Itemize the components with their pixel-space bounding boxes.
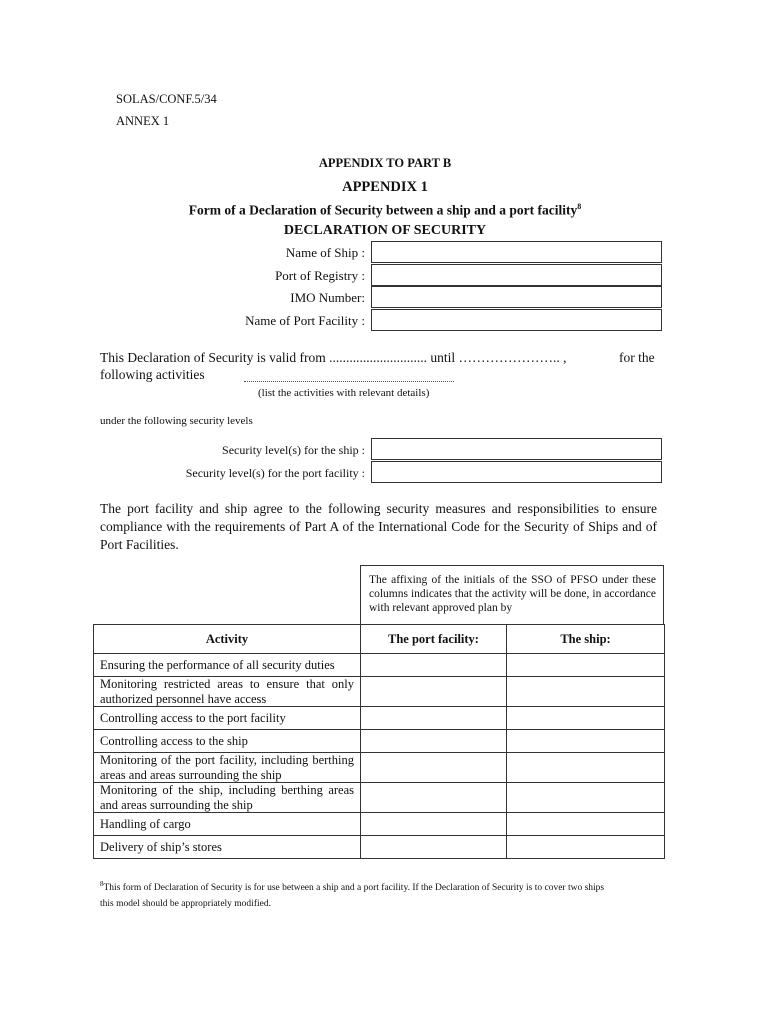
- port-facility-name-label: Name of Port Facility :: [245, 313, 365, 328]
- port-facility-initials-cell[interactable]: [361, 836, 507, 859]
- ship-column-header: The ship:: [507, 625, 665, 654]
- ship-initials-cell[interactable]: [507, 783, 665, 813]
- footnote-line-1: [100, 876, 660, 896]
- port-facility-name-field[interactable]: [371, 309, 662, 331]
- security-levels-intro: under the following security levels: [100, 415, 253, 427]
- form-title-text: Form of a Declaration of Security between a ship and a port facility: [188, 202, 578, 218]
- footnote-marker: 8: [577, 202, 582, 211]
- following-activities-label: following activities: [100, 367, 205, 382]
- activity-table: [93, 624, 665, 859]
- activity-cell: Monitoring of the ship, including berthing areas and areas surrounding the ship: [94, 783, 361, 813]
- port-facility-initials-cell[interactable]: [361, 813, 507, 836]
- port-of-registry-label: Port of Registry :: [275, 268, 365, 283]
- footnote-line-2: this model should be appropriately modified.: [100, 899, 271, 910]
- activity-cell: Ensuring the performance of all security duties: [94, 654, 361, 677]
- activity-cell: Delivery of ship’s stores: [94, 836, 361, 859]
- port-facility-initials-cell[interactable]: [361, 677, 507, 707]
- imo-number-label: IMO Number:: [290, 290, 365, 305]
- table-row: [94, 753, 665, 783]
- table-row: [94, 677, 665, 707]
- footnote: [100, 876, 660, 912]
- ship-initials-cell[interactable]: [507, 707, 665, 730]
- ship-initials-cell[interactable]: [507, 753, 665, 783]
- port-facility-initials-cell[interactable]: [361, 730, 507, 753]
- table-row: [94, 813, 665, 836]
- footnote-mark: 8: [100, 880, 104, 888]
- ship-initials-cell[interactable]: [507, 654, 665, 677]
- activity-cell: Monitoring restricted areas to ensure that only authorized personnel have access: [94, 677, 361, 707]
- activity-cell: Handling of cargo: [94, 813, 361, 836]
- activities-hint: (list the activities with relevant details): [258, 387, 430, 399]
- activities-dotted-line[interactable]: [244, 381, 454, 382]
- table-row: [94, 783, 665, 813]
- table-row: [94, 836, 665, 859]
- ship-initials-cell[interactable]: [507, 813, 665, 836]
- ship-initials-cell[interactable]: [507, 730, 665, 753]
- table-header-row: [94, 625, 665, 654]
- ship-initials-cell[interactable]: [507, 836, 665, 859]
- validity-for-the: for the: [619, 350, 655, 365]
- agreement-paragraph: The port facility and ship agree to the following security measures and responsibilities to ensure compliance with the requirements of Part A of the International Code for the Security of Ships and of Port Facilities.: [100, 501, 657, 552]
- port-facility-initials-cell[interactable]: [361, 783, 507, 813]
- form-title: [0, 202, 770, 219]
- table-row: [94, 654, 665, 677]
- declaration-heading: DECLARATION OF SECURITY: [283, 223, 487, 238]
- activity-cell: Controlling access to the ship: [94, 730, 361, 753]
- port-security-level-field[interactable]: [371, 461, 662, 483]
- port-of-registry-field[interactable]: [371, 264, 662, 286]
- ship-security-level-label: Security level(s) for the ship :: [222, 443, 365, 457]
- port-facility-initials-cell[interactable]: [361, 654, 507, 677]
- table-row: [94, 730, 665, 753]
- validity-line: This Declaration of Security is valid from ............................. until ………………….. ,: [100, 350, 567, 365]
- appendix-to-part-heading: APPENDIX TO PART B: [318, 156, 452, 170]
- port-security-level-label: Security level(s) for the port facility :: [185, 466, 365, 480]
- port-facility-initials-cell[interactable]: [361, 707, 507, 730]
- appendix-heading: APPENDIX 1: [342, 179, 428, 195]
- document-reference: SOLAS/CONF.5/34: [116, 92, 217, 106]
- imo-number-field[interactable]: [371, 286, 662, 308]
- name-of-ship-field[interactable]: [371, 241, 662, 263]
- ship-security-level-field[interactable]: [371, 438, 662, 460]
- activity-column-header: Activity: [94, 625, 361, 654]
- ship-initials-cell[interactable]: [507, 677, 665, 707]
- initials-note: The affixing of the initials of the SSO of PFSO under these columns indicates that the activity will be done, in accordance with relevant approved plan by: [360, 565, 664, 625]
- port-facility-initials-cell[interactable]: [361, 753, 507, 783]
- annex-label: ANNEX 1: [116, 114, 170, 128]
- activity-cell: Controlling access to the port facility: [94, 707, 361, 730]
- name-of-ship-label: Name of Ship :: [285, 245, 365, 260]
- activity-cell: Monitoring of the port facility, including berthing areas and areas surrounding the ship: [94, 753, 361, 783]
- footnote-text-1: This form of Declaration of Security is for use between a ship and a port facility. If the Declaration of Security is to cover two ships: [103, 883, 605, 894]
- table-row: [94, 707, 665, 730]
- port-facility-column-header: The port facility:: [361, 625, 507, 654]
